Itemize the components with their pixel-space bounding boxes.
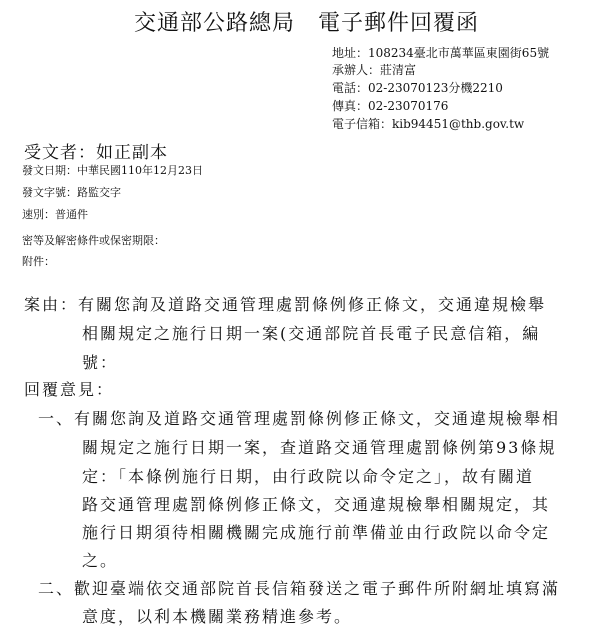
reply-heading: 回覆意見： <box>24 380 115 399</box>
attachment: 附件： <box>22 255 55 268</box>
handler: 承辦人：莊清富 <box>332 63 417 77</box>
issue-date: 發文日期：中華民國110年12月23日 <box>22 164 203 177</box>
email: 電子信箱：kib94451@thb.gov.tw <box>332 117 525 131</box>
page-title: 交通部公路總局 電子郵件回覆函 <box>133 11 479 36</box>
reply-line: 二、歡迎臺端依交通部院首長信箱發送之電子郵件所附網址填寫滿 <box>38 579 561 598</box>
phone: 電話：02-23070123分機2210 <box>332 81 503 95</box>
reply-line: 路交通管理處罰條例修正條文，交通違規檢舉相關規定，其 <box>82 495 551 514</box>
reply-line: 定：「本條例施行日期，由行政院以命令定之」，故有關道 <box>82 467 535 486</box>
fax: 傳真：02-23070176 <box>332 99 449 113</box>
delivery-speed: 速別：普通件 <box>22 208 88 221</box>
reply-line: 施行日期須待相關機關完成施行前準備並由行政院以命令定 <box>82 523 551 542</box>
reply-line: 一、有關您詢及道路交通管理處罰條例修正條文，交通違規檢舉相 <box>38 409 561 428</box>
reply-line: 意度，以利本機關業務精進參考。 <box>82 607 353 626</box>
subject-line: 相關規定之施行日期一案(交通部院首長電子民意信箱，編 <box>82 324 541 343</box>
reply-line: 關規定之施行日期一案，查道路交通管理處罰條例第93條規 <box>82 438 557 457</box>
secrecy-level: 密等及解密條件或保密期限： <box>22 234 165 247</box>
doc-number: 發文字號：路監交字 <box>22 186 121 199</box>
subject-line: 號： <box>82 353 119 372</box>
subject-line: 案由：有關您詢及道路交通管理處罰條例修正條文，交通違規檢舉 <box>24 295 547 314</box>
recipient: 受文者：如正副本 <box>24 143 168 163</box>
reply-line: 之。 <box>82 551 119 570</box>
address: 地址：108234臺北市萬華區東園街65號 <box>332 46 550 60</box>
